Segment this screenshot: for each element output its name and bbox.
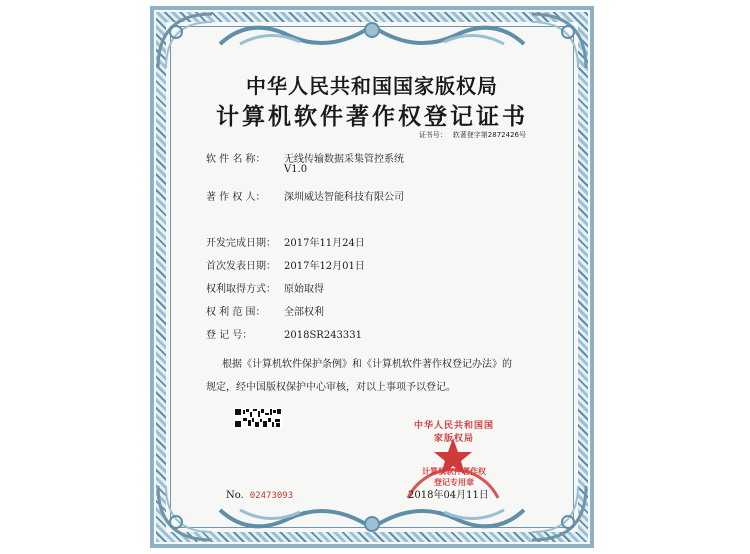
field-label: 软 件 名 称： xyxy=(206,154,266,165)
field-value: 2017年11月24日 xyxy=(284,238,365,249)
corner-ornament-icon xyxy=(154,482,216,544)
certificate-title: 计算机软件著作权登记证书 xyxy=(216,103,528,130)
field-completion-date xyxy=(206,234,365,249)
corner-ornament-icon xyxy=(154,10,216,72)
software-version: V1.0 xyxy=(284,164,308,175)
statement-line-2: 规定，经中国版权保护中心审核，对以上事项予以登记。 xyxy=(206,382,456,393)
certificate-number-value: 软著登字第2872426号 xyxy=(452,131,526,139)
field-value: 无线传输数据采集管控系统 xyxy=(284,154,404,165)
seal-line-2: 登记专用章 xyxy=(434,478,474,487)
certificate-number-label: 证书号： xyxy=(418,131,447,139)
top-scroll-ornament-icon xyxy=(210,14,534,54)
field-value: 全部权利 xyxy=(284,307,324,318)
certificate-number xyxy=(419,130,526,140)
serial-value: 02473093 xyxy=(249,491,294,501)
field-value: 原始取得 xyxy=(284,284,324,295)
seal-arc-text: 中华人民共和国国家版权局 xyxy=(414,421,495,444)
field-label: 著 作 权 人： xyxy=(206,192,266,203)
field-label: 权利取得方式： xyxy=(206,284,276,295)
corner-ornament-icon xyxy=(528,482,590,544)
statement-line-1: 根据《计算机软件保护条例》和《计算机软件著作权登记办法》的 xyxy=(222,359,512,370)
seal-line-1: 计算机软件著作权 xyxy=(422,467,486,476)
field-label: 开发完成日期： xyxy=(206,238,276,249)
field-acquisition-method xyxy=(206,280,324,295)
field-value: 2018SR243331 xyxy=(284,330,363,341)
field-copyright-owner xyxy=(206,188,404,203)
field-value: 2017年12月01日 xyxy=(284,261,365,272)
field-registration-number xyxy=(206,326,362,341)
field-label: 权 利 范 围： xyxy=(206,307,266,318)
serial-label: No. xyxy=(226,490,244,501)
certificate xyxy=(150,6,594,548)
barcode-icon xyxy=(234,408,282,428)
field-publication-date xyxy=(206,257,365,272)
field-label: 登 记 号： xyxy=(206,330,253,341)
corner-ornament-icon xyxy=(528,10,590,72)
issuer-title: 中华人民共和国国家版权局 xyxy=(246,74,498,98)
serial-number xyxy=(226,490,293,501)
issue-date: 2018年04月11日 xyxy=(408,490,489,501)
field-rights-scope xyxy=(206,303,324,318)
field-value: 深圳威达智能科技有限公司 xyxy=(284,192,404,203)
field-label: 首次发表日期： xyxy=(206,261,276,272)
field-software-name xyxy=(206,150,404,165)
